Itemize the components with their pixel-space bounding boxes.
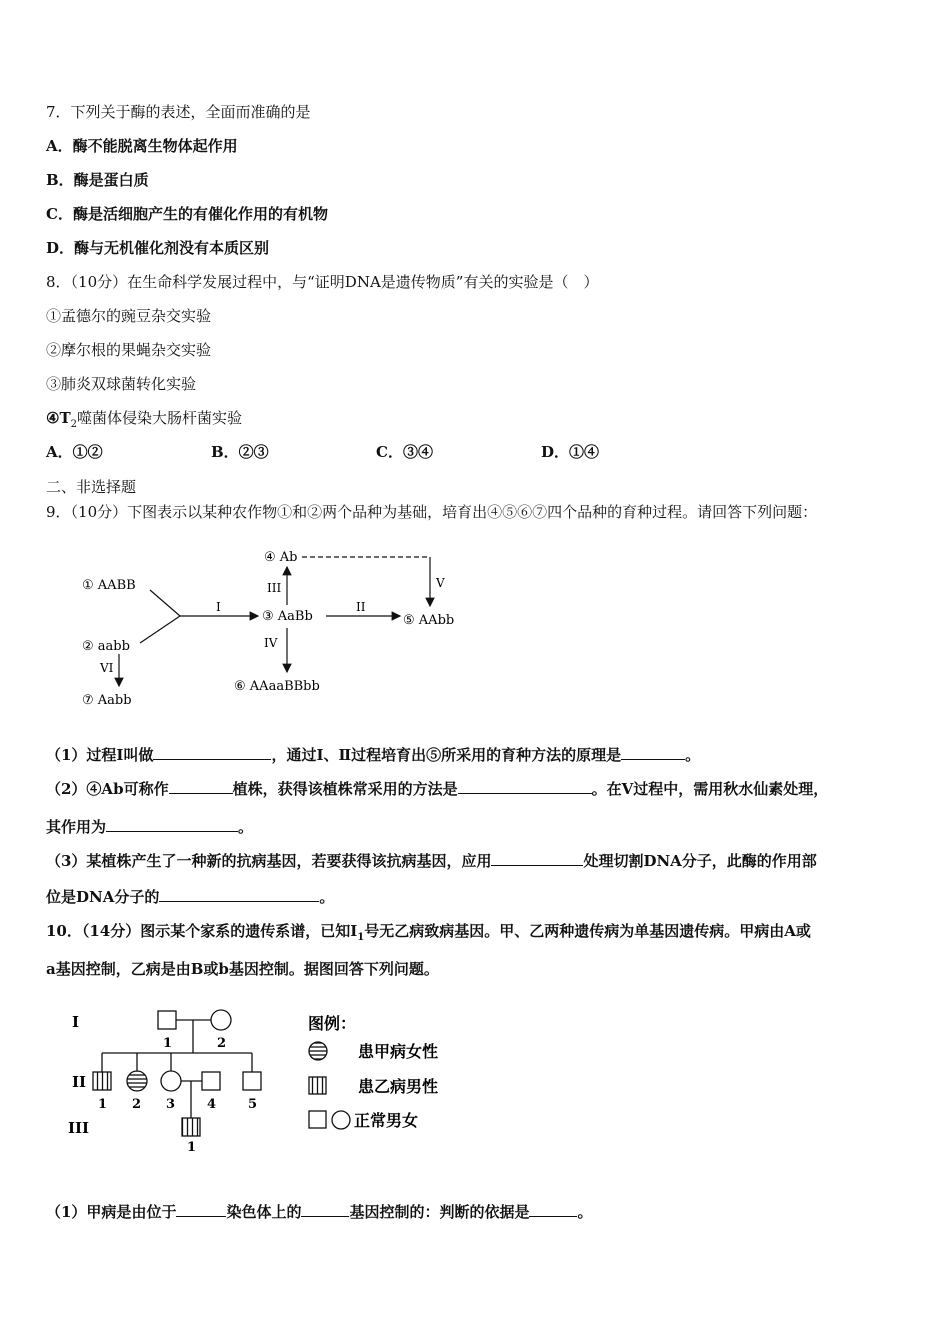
q9-sub-3-a: （3）某植株产生了一种新的抗病基因，若要获得该抗病基因，应用 <box>46 852 492 870</box>
i1-number: 1 <box>163 1036 173 1051</box>
q10-sub-1-b: 染色体上的 <box>226 1203 302 1221</box>
pedigree-ii3-female-normal <box>161 1071 181 1091</box>
legend-disease-a-female: 患甲病女性 <box>358 1042 439 1061</box>
legend-normal: 正常男女 <box>354 1111 419 1130</box>
q8-item-4-pre: ④T <box>46 409 71 427</box>
process-3-label: III <box>267 581 282 595</box>
generation-3-label: III <box>68 1119 90 1137</box>
pedigree-iii1-male-disease-b <box>182 1118 200 1136</box>
q8-option-a: A．①② <box>46 443 103 461</box>
answer-blank[interactable] <box>621 744 685 760</box>
answer-blank[interactable] <box>458 778 592 794</box>
breeding-diagram <box>70 540 490 720</box>
q10-stem-cont: a基因控制，乙病是由B或b基因控制。据图回答下列问题。 <box>46 960 439 978</box>
q10-sub-1-a: （1）甲病是由位于 <box>46 1203 177 1221</box>
ii1-number: 1 <box>98 1097 108 1112</box>
q10-stem-a: 10．（14分）图示某个家系的遗传系谱，已知Ⅰ <box>46 922 358 940</box>
legend-disease-b-male: 患乙病男性 <box>358 1077 439 1096</box>
q8-option-c: C．③④ <box>376 443 433 461</box>
answer-blank[interactable] <box>176 1201 226 1217</box>
q9-sub-3-b: 处理切割DNA分子，此酶的作用部 <box>583 852 817 870</box>
q8-item-4-post: 噬菌体侵染大肠杆菌实验 <box>76 409 242 427</box>
q8-item-1: ①孟德尔的豌豆杂交实验 <box>46 307 212 325</box>
i2-number: 2 <box>217 1036 227 1051</box>
answer-blank[interactable] <box>301 1201 349 1217</box>
node-6-label: ⑥ AAaaBBbb <box>234 679 320 694</box>
q10-stem-sub: 1 <box>357 932 365 943</box>
q9-sub-3-d: 。 <box>319 888 335 906</box>
q9-sub-1-b: ，通过I、Ⅱ过程培育出⑤所采用的育种方法的原理是 <box>271 746 622 764</box>
q9-sub-2-d: 其作用为 <box>46 818 107 836</box>
q7-option-a: A．酶不能脱离生物体起作用 <box>46 137 238 155</box>
pedigree-i1-male-normal <box>158 1011 176 1029</box>
answer-blank[interactable] <box>529 1201 577 1217</box>
q9-sub-1-c: 。 <box>685 746 701 764</box>
node-5-label: ⑤ AAbb <box>403 613 455 628</box>
q7-option-d: D．酶与无机催化剂没有本质区别 <box>46 239 270 257</box>
ii5-number: 5 <box>248 1097 258 1112</box>
answer-blank[interactable] <box>153 744 271 760</box>
pedigree-i2-female-normal <box>211 1010 231 1030</box>
q9-sub-2-cont <box>46 816 253 837</box>
q7-option-b: B．酶是蛋白质 <box>46 171 149 189</box>
q8-options <box>46 442 599 462</box>
q10-sub-1-c: 基因控制的：判断的依据是 <box>349 1203 530 1221</box>
q8-item-4 <box>46 408 242 435</box>
q8-item-3: ③肺炎双球菌转化实验 <box>46 375 197 393</box>
answer-blank[interactable] <box>169 778 233 794</box>
branch-line-1 <box>150 590 180 616</box>
q9-sub-2-a: （2）④Ab可称作 <box>46 780 169 798</box>
q9-sub-1 <box>46 744 700 765</box>
process-4-label: IV <box>264 636 278 650</box>
node-7-label: ⑦ Aabb <box>82 693 132 708</box>
legend-normal-female-symbol <box>332 1111 350 1129</box>
q9-sub-3-c: 位是DNA分子的 <box>46 888 160 906</box>
generation-2-label: II <box>72 1073 87 1091</box>
legend-normal-male-symbol <box>309 1111 326 1128</box>
q9-sub-2-b: 植株，获得该植株常采用的方法是 <box>232 780 458 798</box>
legend-title: 图例： <box>308 1014 357 1033</box>
q8-option-d: D．①④ <box>541 443 600 461</box>
q10-sub-1 <box>46 1201 593 1222</box>
ii2-number: 2 <box>132 1097 142 1112</box>
ii3-number: 3 <box>166 1097 176 1112</box>
q10-stem-b: 号无乙病致病基因。甲、乙两种遗传病为单基因遗传病。甲病由A或 <box>364 922 811 940</box>
q10-stem <box>46 921 811 948</box>
q8-item-4-sub: 2 <box>70 419 77 430</box>
q9-sub-2-e: 。 <box>238 818 254 836</box>
iii1-number: 1 <box>187 1140 197 1155</box>
q9-sub-1-a: （1）过程I叫做 <box>46 746 154 764</box>
generation-1-label: I <box>72 1013 80 1031</box>
process-6-label: VI <box>100 661 114 675</box>
q9-stem: 9．（10分）下图表示以某种农作物①和②两个品种为基础，培育出④⑤⑥⑦四个品种的育种过程。请回答下列问题： <box>46 503 818 521</box>
pedigree-ii2-female-disease-a <box>127 1071 147 1091</box>
answer-blank[interactable] <box>159 886 319 902</box>
q9-sub-2 <box>46 778 828 799</box>
node-3-label: ③ AaBb <box>262 609 313 624</box>
q7-stem: 7．下列关于酶的表述，全面而准确的是 <box>46 103 311 121</box>
legend-disease-a-female-symbol <box>309 1042 327 1060</box>
process-1-label: I <box>216 600 221 614</box>
pedigree-ii4-male-normal <box>202 1072 220 1090</box>
pedigree-ii1-male-disease-b <box>93 1072 111 1090</box>
legend-disease-b-male-symbol <box>309 1077 326 1094</box>
process-5-label: V <box>436 576 445 590</box>
node-4-label: ④ Ab <box>264 550 298 565</box>
q8-item-2: ②摩尔根的果蝇杂交实验 <box>46 341 212 359</box>
q9-sub-2-c: 。在V过程中，需用秋水仙素处理， <box>591 780 829 798</box>
ii4-number: 4 <box>207 1097 217 1112</box>
answer-blank[interactable] <box>106 816 238 832</box>
node-1-label: ① AABB <box>82 578 136 593</box>
q8-stem: 8．（10分）在生命科学发展过程中，与“证明DNA是遗传物质”有关的实验是（ ） <box>46 273 599 291</box>
q9-sub-3-cont <box>46 886 334 907</box>
q10-sub-1-d: 。 <box>577 1203 593 1221</box>
answer-blank[interactable] <box>491 850 583 866</box>
pedigree-chart <box>60 1005 480 1160</box>
section-heading: 二、非选择题 <box>46 478 137 496</box>
q8-option-b: B．②③ <box>211 443 269 461</box>
branch-line-2 <box>140 616 180 643</box>
process-2-label: II <box>356 600 366 614</box>
q7-option-c: C．酶是活细胞产生的有催化作用的有机物 <box>46 205 328 223</box>
node-2-label: ② aabb <box>82 639 130 654</box>
pedigree-ii5-male-normal <box>243 1072 261 1090</box>
q9-sub-3 <box>46 850 817 871</box>
